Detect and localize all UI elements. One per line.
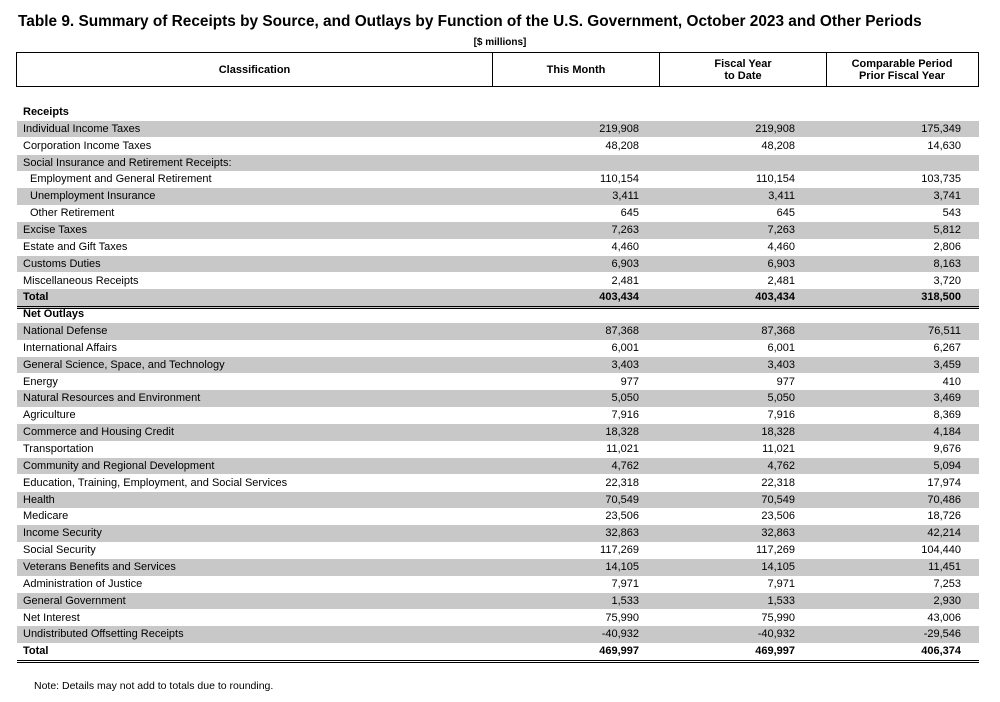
- cell-prior-fiscal-year: 9,676: [933, 443, 961, 455]
- row-label: Unemployment Insurance: [30, 190, 156, 203]
- cell-fiscal-year-to-date: 14,105: [761, 560, 795, 573]
- column-header-fytd-line2: to Date: [724, 69, 762, 82]
- units-label: [$ millions]: [473, 37, 527, 48]
- table-row: [17, 138, 979, 155]
- row-label: Commerce and Housing Credit: [23, 426, 175, 439]
- cell-prior-fiscal-year: 42,214: [927, 527, 961, 540]
- cell-prior-fiscal-year: 11,451: [928, 560, 961, 573]
- cell-this-month: 3,411: [612, 190, 639, 203]
- cell-fiscal-year-to-date: 18,328: [761, 426, 795, 439]
- cell-this-month: 977: [620, 375, 639, 388]
- row-label: Receipts: [23, 106, 69, 118]
- row-label: Customs Duties: [23, 257, 101, 270]
- cell-fiscal-year-to-date: 5,050: [767, 392, 795, 405]
- cell-prior-fiscal-year: 14,630: [927, 139, 961, 152]
- row-label: General Government: [23, 594, 126, 607]
- cell-this-month: 110,154: [600, 173, 639, 186]
- row-label: Health: [23, 493, 55, 506]
- cell-this-month: 6,001: [611, 341, 639, 354]
- cell-fiscal-year-to-date: 110,154: [756, 173, 795, 186]
- cell-fiscal-year-to-date: 4,460: [767, 240, 795, 253]
- cell-prior-fiscal-year: 5,094: [933, 459, 961, 472]
- cell-fiscal-year-to-date: 117,269: [756, 544, 795, 557]
- cell-fiscal-year-to-date: 645: [776, 207, 795, 220]
- row-label: Veterans Benefits and Services: [23, 560, 176, 573]
- table-row: [17, 576, 979, 593]
- cell-prior-fiscal-year: 17,974: [927, 476, 961, 489]
- cell-this-month: 4,460: [611, 240, 639, 253]
- table-row: [17, 407, 979, 424]
- cell-fiscal-year-to-date: 70,549: [761, 493, 795, 506]
- table-title: Table 9. Summary of Receipts by Source, and Outlays by Function of the U.S. Government, October 2023 and Other Periods: [18, 13, 922, 30]
- total-row: [17, 643, 979, 663]
- table-row: [17, 205, 979, 222]
- cell-fiscal-year-to-date: 22,318: [761, 476, 795, 489]
- cell-this-month: 14,105: [605, 560, 639, 573]
- cell-fiscal-year-to-date: 11,021: [762, 443, 795, 455]
- cell-prior-fiscal-year: 76,511: [928, 325, 961, 338]
- cell-this-month: 117,269: [600, 544, 639, 557]
- cell-prior-fiscal-year: 543: [942, 207, 961, 220]
- cell-this-month: 5,050: [611, 392, 639, 405]
- table-row: [17, 626, 979, 643]
- row-label: Income Security: [23, 527, 102, 540]
- row-label: General Science, Space, and Technology: [23, 358, 225, 371]
- row-label: Other Retirement: [30, 207, 115, 220]
- cell-prior-fiscal-year: 5,812: [933, 223, 961, 236]
- cell-fiscal-year-to-date: 2,481: [767, 274, 795, 287]
- row-label: Undistributed Offsetting Receipts: [23, 628, 184, 641]
- cell-this-month: 87,368: [605, 325, 639, 338]
- row-label: Excise Taxes: [23, 223, 87, 236]
- row-label: Energy: [23, 375, 58, 388]
- row-label: Administration of Justice: [23, 577, 143, 590]
- cell-this-month: 7,971: [611, 577, 639, 590]
- row-label: Education, Training, Employment, and Social Services: [23, 476, 288, 489]
- table-row: [17, 390, 979, 407]
- table-row: [17, 593, 979, 610]
- cell-prior-fiscal-year: 410: [942, 375, 961, 388]
- cell-prior-fiscal-year: 104,440: [921, 544, 961, 557]
- cell-prior-fiscal-year: 8,163: [933, 257, 961, 270]
- row-label: Total: [23, 291, 49, 304]
- row-label: Natural Resources and Environment: [23, 392, 201, 405]
- cell-fiscal-year-to-date: 1,533: [767, 594, 795, 607]
- cell-fiscal-year-to-date: -40,932: [757, 628, 795, 641]
- cell-prior-fiscal-year: 4,184: [933, 426, 961, 439]
- table-row: [17, 424, 979, 441]
- row-label: Community and Regional Development: [23, 459, 215, 472]
- cell-fiscal-year-to-date: 3,411: [768, 190, 795, 203]
- cell-this-month: 22,318: [605, 476, 639, 489]
- row-label: Agriculture: [23, 409, 76, 422]
- table-row: [17, 492, 979, 509]
- row-label: Medicare: [23, 510, 69, 523]
- cell-this-month: 70,549: [605, 493, 639, 506]
- cell-prior-fiscal-year: 8,369: [933, 409, 961, 422]
- cell-this-month: -40,932: [601, 628, 639, 641]
- row-label: Individual Income Taxes: [23, 122, 141, 135]
- cell-this-month: 6,903: [611, 257, 639, 270]
- table-row: [17, 222, 979, 239]
- table-row: [17, 121, 979, 138]
- table-row: [17, 559, 979, 576]
- cell-this-month: 469,997: [599, 645, 639, 658]
- table-row: [17, 273, 979, 290]
- cell-prior-fiscal-year: 3,459: [933, 358, 961, 371]
- footnote: Note: Details may not add to totals due to rounding.: [34, 680, 274, 692]
- row-label: Net Interest: [23, 611, 80, 624]
- row-label: Social Security: [23, 544, 96, 557]
- cell-fiscal-year-to-date: 469,997: [755, 645, 795, 658]
- row-label: Corporation Income Taxes: [23, 139, 152, 152]
- row-label: Employment and General Retirement: [30, 173, 212, 186]
- cell-this-month: 1,533: [611, 594, 639, 607]
- cell-fiscal-year-to-date: 3,403: [767, 358, 795, 371]
- cell-this-month: 11,021: [606, 443, 639, 455]
- cell-prior-fiscal-year: 18,726: [927, 510, 961, 523]
- table-row: [17, 374, 979, 391]
- cell-fiscal-year-to-date: 7,916: [767, 409, 795, 422]
- cell-fiscal-year-to-date: 75,990: [761, 611, 795, 624]
- cell-this-month: 32,863: [605, 527, 639, 540]
- section-header-row: [17, 104, 979, 121]
- row-label: Transportation: [23, 443, 94, 455]
- table-row: [17, 323, 979, 340]
- cell-prior-fiscal-year: 70,486: [927, 493, 961, 506]
- row-label: Net Outlays: [23, 308, 85, 321]
- row-label: National Defense: [23, 325, 108, 338]
- cell-fiscal-year-to-date: 403,434: [755, 291, 795, 304]
- cell-this-month: 23,506: [605, 510, 639, 523]
- cell-fiscal-year-to-date: 6,001: [767, 341, 795, 354]
- column-header-classification-text: Classification: [218, 63, 291, 76]
- row-label: Social Insurance and Retirement Receipts:: [23, 156, 232, 169]
- cell-prior-fiscal-year: 406,374: [921, 645, 961, 658]
- cell-this-month: 645: [620, 207, 639, 220]
- table-row: [17, 340, 979, 357]
- cell-this-month: 18,328: [605, 426, 639, 439]
- cell-fiscal-year-to-date: 48,208: [761, 139, 795, 152]
- table-row: [17, 542, 979, 559]
- column-header-fytd-line1: Fiscal Year: [714, 57, 772, 70]
- table-row: [17, 357, 979, 374]
- table-row: [17, 458, 979, 475]
- cell-fiscal-year-to-date: 87,368: [761, 325, 795, 338]
- cell-prior-fiscal-year: 103,735: [921, 173, 961, 186]
- cell-prior-fiscal-year: 3,720: [933, 274, 961, 287]
- cell-prior-fiscal-year: 43,006: [927, 611, 961, 624]
- cell-prior-fiscal-year: 7,253: [933, 577, 961, 590]
- table-row: [17, 441, 979, 458]
- table-row: [17, 171, 979, 188]
- cell-prior-fiscal-year: 6,267: [933, 341, 961, 354]
- cell-fiscal-year-to-date: 32,863: [761, 527, 795, 540]
- cell-fiscal-year-to-date: 219,908: [755, 122, 795, 135]
- table-row: [17, 475, 979, 492]
- column-header-this-month-text: This Month: [546, 63, 606, 76]
- cell-fiscal-year-to-date: 23,506: [761, 510, 795, 523]
- cell-prior-fiscal-year: 3,741: [933, 190, 961, 203]
- cell-fiscal-year-to-date: 6,903: [767, 257, 795, 270]
- cell-fiscal-year-to-date: 4,762: [767, 459, 795, 472]
- cell-this-month: 4,762: [611, 459, 639, 472]
- table-row: [17, 525, 979, 542]
- cell-this-month: 7,916: [611, 409, 639, 422]
- cell-prior-fiscal-year: 2,806: [933, 240, 961, 253]
- table-row: [17, 508, 979, 525]
- cell-this-month: 7,263: [611, 223, 639, 236]
- cell-prior-fiscal-year: 175,349: [921, 122, 961, 135]
- row-label: Miscellaneous Receipts: [23, 274, 139, 287]
- cell-fiscal-year-to-date: 977: [776, 375, 795, 388]
- row-label: International Affairs: [23, 341, 117, 354]
- cell-this-month: 2,481: [611, 274, 639, 287]
- column-header-prior-line1: Comparable Period: [851, 57, 953, 70]
- cell-fiscal-year-to-date: 7,971: [767, 577, 795, 590]
- cell-this-month: 75,990: [605, 611, 639, 624]
- table-row: [17, 188, 979, 205]
- table-row: [17, 239, 979, 256]
- cell-prior-fiscal-year: 3,469: [933, 392, 961, 405]
- table-row: [17, 155, 979, 172]
- cell-prior-fiscal-year: 318,500: [921, 291, 961, 304]
- cell-fiscal-year-to-date: 7,263: [767, 223, 795, 236]
- cell-prior-fiscal-year: -29,546: [923, 628, 961, 641]
- cell-this-month: 48,208: [605, 139, 639, 152]
- cell-this-month: 403,434: [599, 291, 639, 304]
- section-header-row: [17, 306, 979, 323]
- table-row: [17, 610, 979, 627]
- cell-prior-fiscal-year: 2,930: [933, 594, 961, 607]
- cell-this-month: 219,908: [599, 122, 639, 135]
- column-header-prior-line2: Prior Fiscal Year: [858, 69, 945, 82]
- cell-this-month: 3,403: [611, 358, 639, 371]
- table-row: [17, 256, 979, 273]
- row-label: Estate and Gift Taxes: [23, 240, 128, 253]
- row-label: Total: [23, 645, 49, 658]
